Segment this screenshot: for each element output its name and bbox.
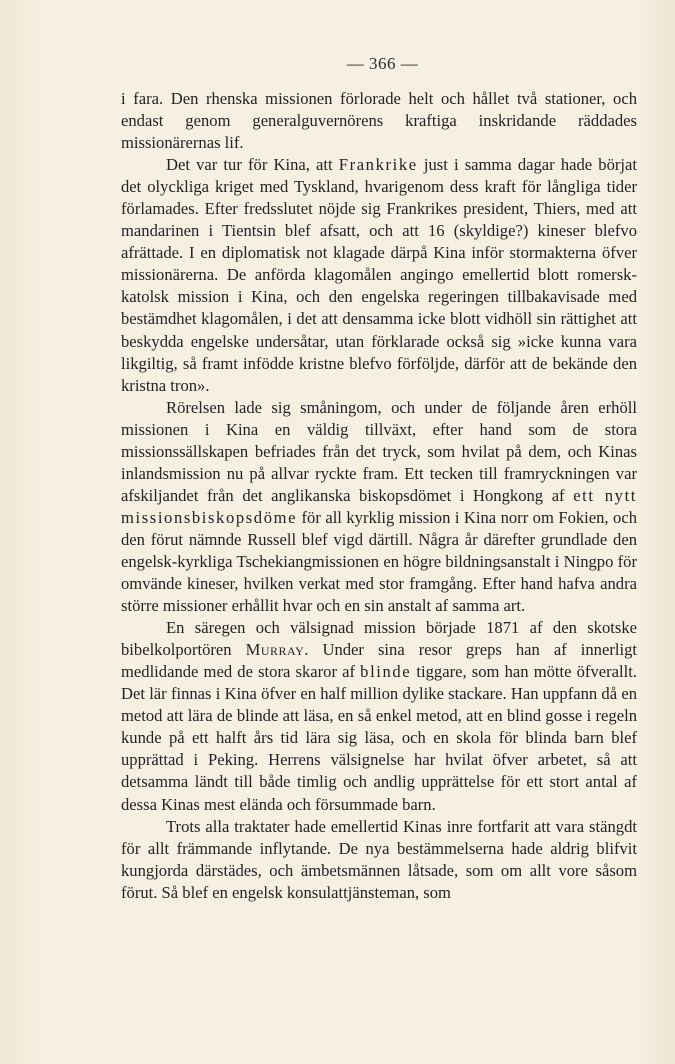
paragraph-1 [121, 88, 637, 154]
paragraph-1-text: i fara. Den rhenska missionen förlorade helt och hållet två stationer, och endast genom generalguvernörens kraftiga inskridande räddades missionärernas lif. [121, 89, 637, 153]
emphasis-blinde: blinde [360, 662, 412, 682]
paragraph-2-text-a: Det var tur för Kina, att [166, 155, 339, 175]
emphasis-frankrike: Frankrike [338, 155, 418, 175]
paragraph-3 [121, 397, 637, 617]
page-number: — 366 — [346, 54, 419, 73]
paragraph-4-text-c: tiggare, som han mötte öfverallt. Det lär finnas i Kina öfver en half million dylike stackare. Han uppfann då en metod att lära de blinde att läsa, en så enkel metod, att en blind gosse i regeln kunde på ett halft års tid lära sig läsa, och en skola för blinda barn blef upprättad i Peking. Herrens välsignelse har hvilat öfver arbetet, så att detsamma ländt till både timlig och andlig upprättelse för ett stort antal af dessa Kinas mest elända och försummade barn. [121, 662, 637, 814]
paragraph-2 [121, 154, 637, 397]
paragraph-5-text: Trots alla traktater hade emellertid Kinas inre fortfarit att vara stängdt för allt främmande inflytande. De nya bestämmelserna hade aldrig blifvit kungjorda därstädes, och ämbetsmännen låtsade, som om allt vore såsom förut. Så blef en engelsk konsulattjänsteman, som [121, 816, 637, 902]
body-text [121, 88, 637, 904]
paragraph-4-text-a: En säregen och välsignad mission började 1871 af den skotske bibelkolportören [121, 618, 637, 660]
paragraph-4-text-b: . Under sina resor greps han af innerligt medlidande med de stora skaror af [121, 640, 637, 682]
paragraph-2-text-b: just i samma dagar hade börjat det olyckliga kriget med Tyskland, hvarigenom dess kraft för långliga tider förlamades. Efter fredsslutet nöjde sig Frankrikes president, Thiers, med att mandarinen i Tientsin blef afsatt, och att 16 (skyldige?) kineser blefvo afrättade. I en diplomatisk not klagade därpå Kina inför stormakterna öfver missionärerna. De anförda klagomålen angingo emellertid blott romersk-katolsk mission i Kina, och den engelska regeringen tillbakavisade med bestämdhet klagomålen, i det att densamma icke blott vidhöll sin rättighet att beskydda engelske undersåtar, utan förklarade också sig »icke kunna vara likgiltig, så framt infödde kristne blefvo förföljde, därför att de bekände den kristna tron». [121, 155, 637, 395]
paragraph-4 [121, 617, 637, 815]
paragraph-3-text-a: Rörelsen lade sig småningom, och under de följande åren erhöll missionen i Kina en väldig tillväxt, efter hand som de stora missionssällskapen befriades från det tryck, som hvilat på dem, och Kinas inlandsmission nu på allvar ryckte fram. Ett tecken till framryckningen var afskiljandet från det anglikanska biskopsdömet i Hongkong af [121, 397, 637, 505]
emphasis-missionsbiskopsdome: ett nytt missionsbiskopsdöme [121, 485, 637, 527]
paragraph-5 [121, 816, 637, 904]
paragraph-3-text-b: för all kyrklig mission i Kina norr om Fokien, och den förut nämnde Russell blef vigd därtill. Några år därefter grundlade den engelsk-kyrkliga Tschekiangmissionen en högre bildningsanstalt i Ningpo för omvände kineser, hvilken verkat med stor framgång. Efter hand hafva andra större missioner erhållit hvar och en sin anstalt af samma art. [121, 507, 637, 616]
name-murray: Murray [245, 640, 305, 660]
